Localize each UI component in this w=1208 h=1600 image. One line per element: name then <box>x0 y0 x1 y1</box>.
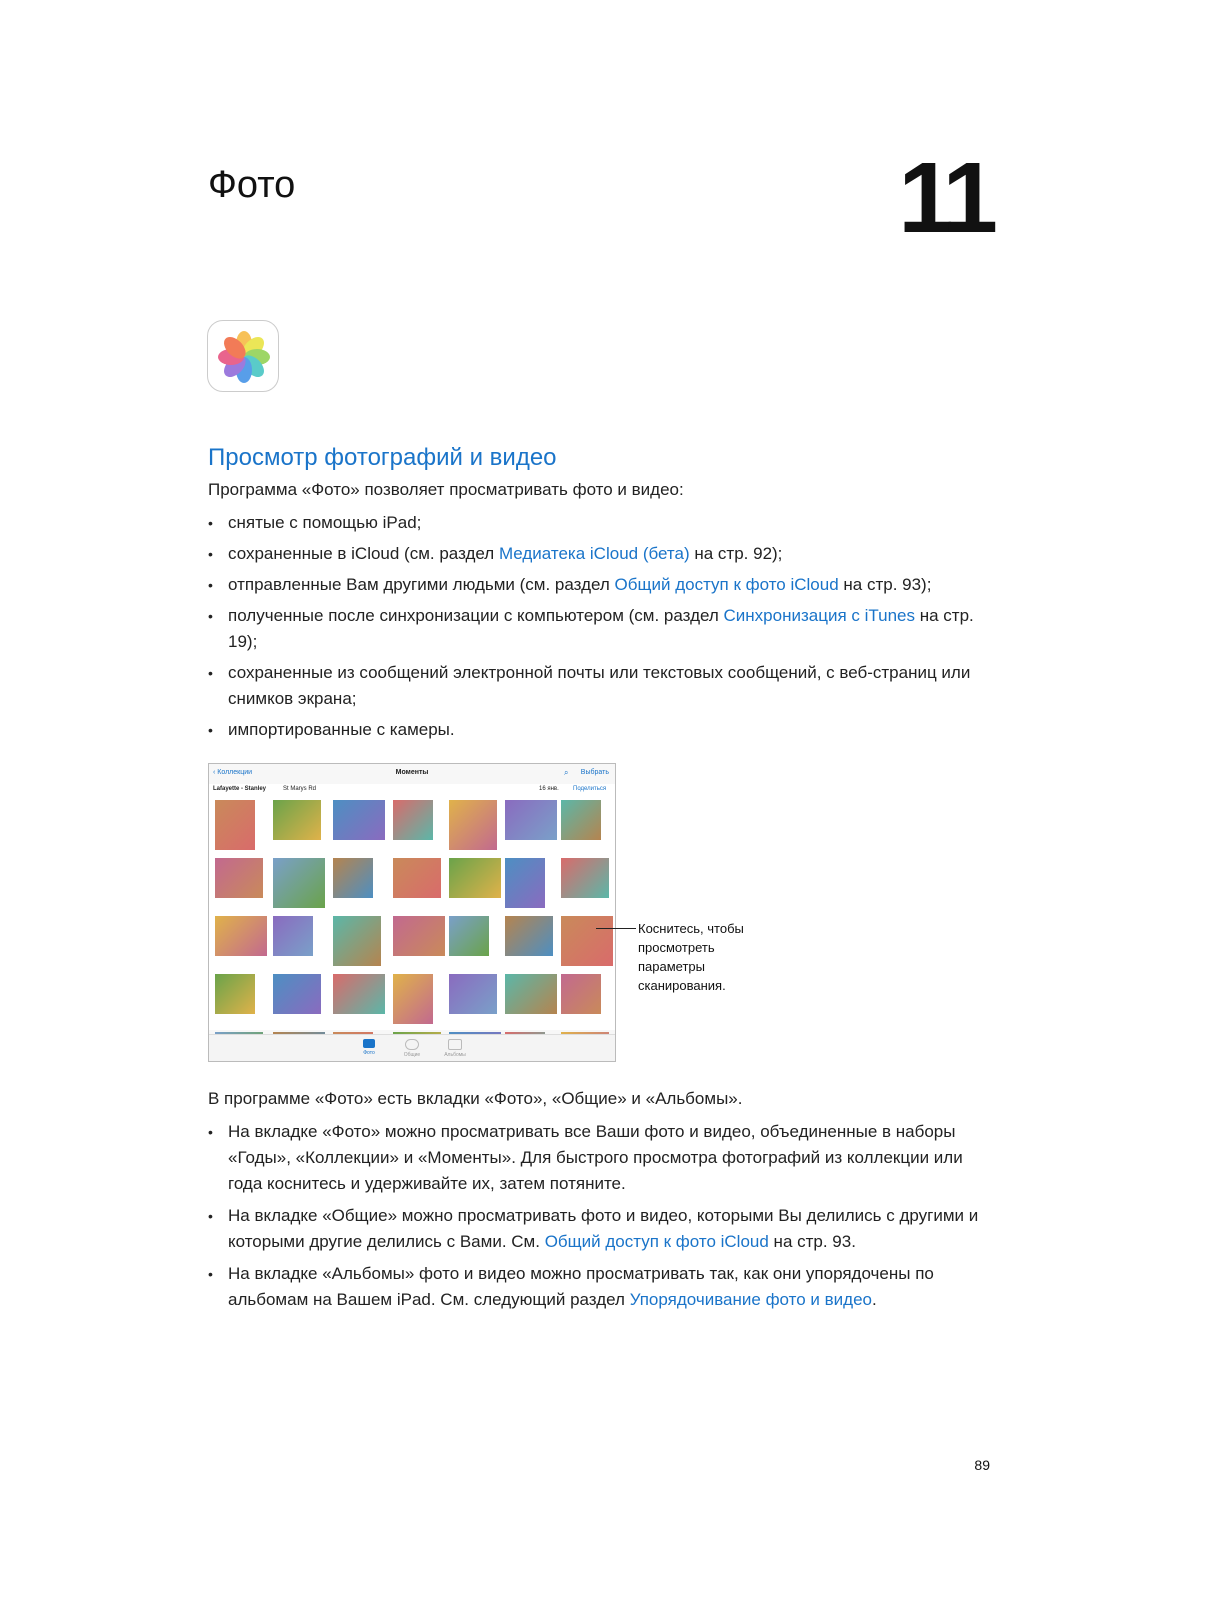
tab-shared-label: Общие <box>403 1052 421 1058</box>
list-item-text: полученные после синхронизации с компьютером (см. раздел <box>228 606 724 625</box>
photo-thumbnail[interactable] <box>215 974 255 1014</box>
photo-thumbnail[interactable] <box>561 916 613 966</box>
photo-thumbnail[interactable] <box>215 858 263 898</box>
photo-thumbnail[interactable] <box>449 800 497 850</box>
list-item <box>208 660 998 712</box>
list-item-text: на стр. 93); <box>838 575 932 594</box>
intro-text: Программа «Фото» позволяет просматривать фото и видео: <box>208 480 684 499</box>
list-item-text: На вкладке «Фото» можно просматривать все Ваши фото и видео, объединенные в наборы «Годы», «Коллекции» и «Моменты». Для быстрого просмотра фотографий из коллекции или года коснитесь и удерживайте их, затем потяните. <box>228 1122 963 1193</box>
cross-reference-link[interactable]: Общий доступ к фото iCloud <box>544 1232 769 1251</box>
albums-icon <box>448 1039 462 1050</box>
list-item-text: на стр. 93. <box>768 1232 856 1251</box>
photo-thumbnail[interactable] <box>333 800 385 840</box>
tab-photos[interactable] <box>349 1039 389 1056</box>
photo-thumbnail[interactable] <box>393 800 433 840</box>
chapter-title: Фото <box>208 164 296 206</box>
list-item <box>208 510 998 536</box>
screenshot-title: Моменты <box>395 769 429 776</box>
photo-thumbnail[interactable] <box>215 916 267 956</box>
photo-thumbnail[interactable] <box>273 916 313 956</box>
list-item-text: На вкладке «Альбомы» фото и видео можно просматривать так, как они упорядочены по альбомам на Вашем iPad. См. следующий раздел <box>228 1264 934 1309</box>
photo-thumbnail[interactable] <box>505 916 553 956</box>
location-1: Lafayette - Stanley <box>213 786 267 792</box>
photo-thumbnail[interactable] <box>215 800 255 850</box>
photo-thumbnail[interactable] <box>333 916 381 966</box>
list-item <box>208 1119 998 1197</box>
location-2[interactable]: St Marys Rd <box>283 786 317 792</box>
tab-shared[interactable] <box>392 1039 432 1058</box>
photo-thumbnail[interactable] <box>449 858 501 898</box>
back-label: Коллекции <box>217 769 253 776</box>
chapter-number: 11 <box>898 142 992 254</box>
list-item <box>208 541 998 567</box>
back-button[interactable]: ‹ Коллекции <box>213 769 253 776</box>
list-item-text: сохраненные в iCloud (см. раздел <box>228 544 499 563</box>
list-item <box>208 717 998 743</box>
section-title: Просмотр фотографий и видео <box>208 444 557 471</box>
photo-thumbnail[interactable] <box>505 858 545 908</box>
photos-app-icon <box>207 320 279 392</box>
callout-leader-line <box>596 928 636 929</box>
cloud-icon <box>405 1039 419 1050</box>
list-item <box>208 603 998 655</box>
photo-thumbnail[interactable] <box>393 858 441 898</box>
photo-thumbnail[interactable] <box>561 974 601 1014</box>
list-item-text: На вкладке «Общие» можно просматривать фото и видео, которыми Вы делились с другими и которыми другие делились с Вами. См. <box>228 1206 979 1251</box>
list-item <box>208 572 998 598</box>
tab-albums[interactable] <box>435 1039 475 1058</box>
photo-thumbnail[interactable] <box>505 974 557 1014</box>
list-item-text: на стр. 19); <box>228 606 974 651</box>
list-item-text: на стр. 92); <box>689 544 783 563</box>
photo-grid <box>209 796 615 1030</box>
photo-thumbnail[interactable] <box>333 858 373 898</box>
tab-albums-label: Альбомы <box>444 1052 466 1058</box>
photo-thumbnail[interactable] <box>505 800 557 840</box>
source-list <box>208 510 998 748</box>
callout-text: Коснитесь, чтобы просмотреть параметры сканирования. <box>638 921 744 993</box>
photo-thumbnail[interactable] <box>561 800 601 840</box>
photo-thumbnail[interactable] <box>449 916 489 956</box>
list-item-text: импортированные с камеры. <box>228 720 455 739</box>
tab-bar <box>209 1034 615 1062</box>
list-item-text: снятые с помощью iPad; <box>228 513 422 532</box>
photo-thumbnail[interactable] <box>273 858 325 908</box>
photo-thumbnail[interactable] <box>561 858 609 898</box>
select-button[interactable]: Выбрать <box>580 769 609 776</box>
moment-date: 16 янв. <box>539 786 559 792</box>
photo-thumbnail[interactable] <box>273 974 321 1014</box>
cross-reference-link[interactable]: Общий доступ к фото iCloud <box>614 575 839 594</box>
moment-header <box>209 784 615 796</box>
cross-reference-link[interactable]: Упорядочивание фото и видео <box>629 1290 872 1309</box>
screenshot-navbar <box>209 764 615 785</box>
search-icon[interactable]: ⌕ <box>564 768 569 777</box>
page-number: 89 <box>974 1457 990 1473</box>
tab-photos-label: Фото <box>363 1050 375 1056</box>
tabs-list <box>208 1119 998 1319</box>
photo-thumbnail[interactable] <box>393 916 445 956</box>
list-item <box>208 1261 998 1313</box>
list-item-text: отправленные Вам другими людьми (см. раздел <box>228 575 615 594</box>
list-item-text: . <box>871 1290 877 1309</box>
photos-tab-icon <box>363 1039 375 1048</box>
photo-thumbnail[interactable] <box>449 974 497 1014</box>
cross-reference-link[interactable]: Синхронизация с iTunes <box>723 606 915 625</box>
share-button[interactable]: Поделиться <box>573 786 607 792</box>
cross-reference-link[interactable]: Медиатека iCloud (бета) <box>498 544 690 563</box>
tabs-paragraph: В программе «Фото» есть вкладки «Фото», «Общие» и «Альбомы». <box>208 1089 743 1108</box>
photo-thumbnail[interactable] <box>273 800 321 840</box>
photos-screenshot <box>208 763 616 1062</box>
list-item-text: сохраненные из сообщений электронной почты или текстовых сообщений, с веб-страниц или снимков экрана; <box>228 663 971 708</box>
photo-thumbnail[interactable] <box>333 974 385 1014</box>
photo-thumbnail[interactable] <box>393 974 433 1024</box>
list-item <box>208 1203 998 1255</box>
